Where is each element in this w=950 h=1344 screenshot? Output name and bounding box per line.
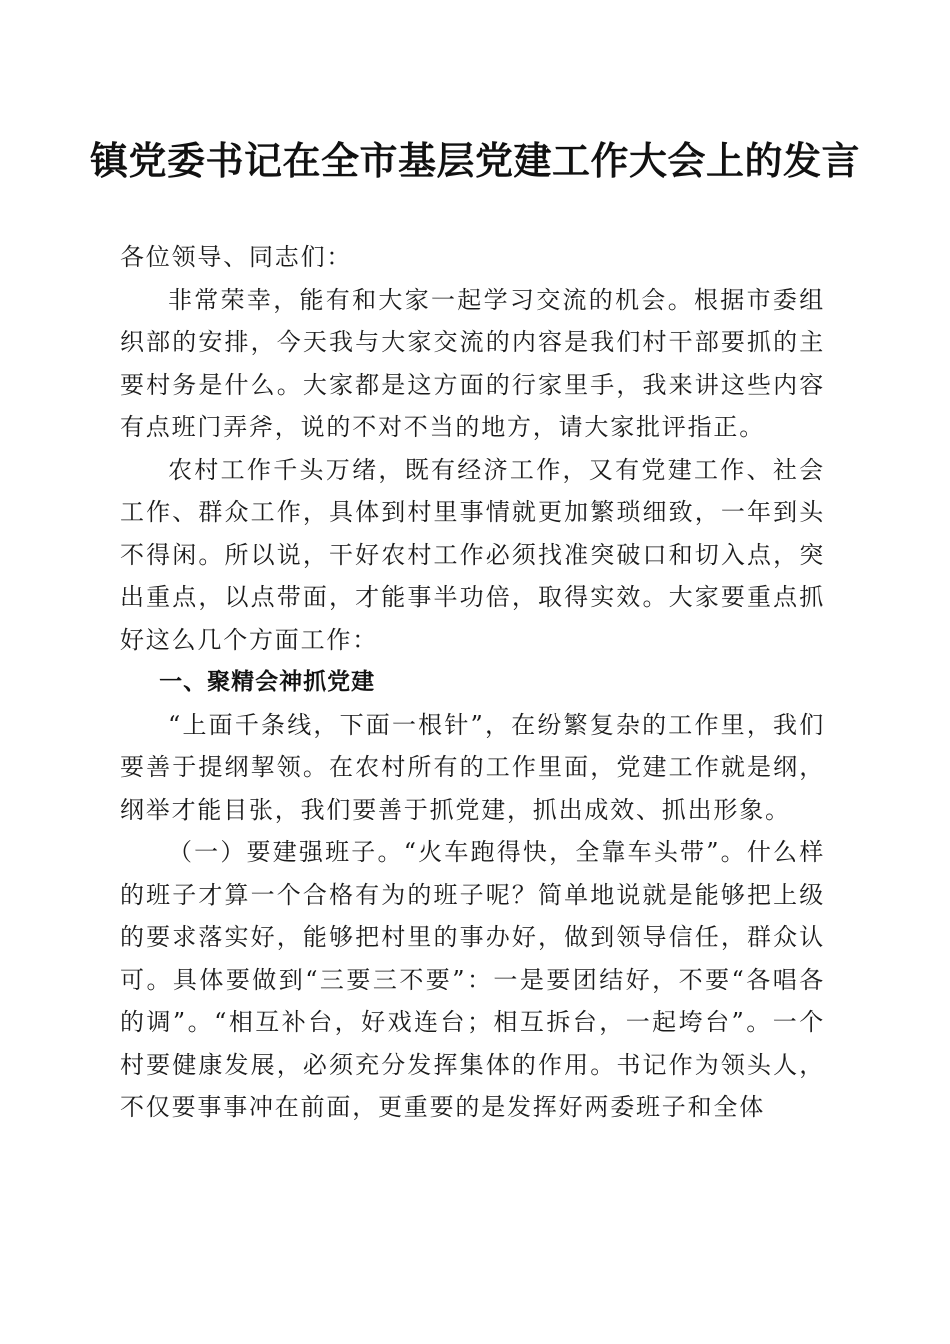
paragraph-subsection-one: [120, 831, 825, 1129]
salutation: 各位领导、同志们：: [120, 243, 353, 271]
section-heading: 一、聚精会神抓党建: [159, 669, 376, 695]
document-body: [120, 236, 825, 1129]
paragraph-overview: 农村工作千头万绪，既有经济工作，又有党建工作、社会工作、群众工作，具体到村里事情就更加繁琐细致，一年到头不得闲。所以说，干好农村工作必须找准突破口和切入点，突出重点，以点带面，才能事半功倍，取得实效。大家要重点抓好这么几个方面工作：: [120, 455, 825, 654]
paragraph-intro: 非常荣幸，能有和大家一起学习交流的机会。根据市委组织部的安排，今天我与大家交流的内容是我们村干部要抓的主要村务是什么。大家都是这方面的行家里手，我来讲这些内容有点班门弄斧，说的不对不当的地方，请大家批评指正。: [120, 285, 825, 441]
subsection-label: （一）要建强班子。: [168, 838, 404, 866]
subsection-text: “火车跑得快，全靠车头带”。什么样的班子才算一个合格有为的班子呢？简单地说就是能够把上级的要求落实好，能够把村里的事办好，做到领导信任，群众认可。具体要做到“三要三不要”：一是要团结好，不要“各唱各的调”。“相互补台，好戏连台；相互拆台，一起垮台”。一个村要健康发展，必须充分发挥集体的作用。书记作为领头人，不仅要事事冲在前面，更重要的是发挥好两委班子和全体: [120, 838, 826, 1121]
document-title: 镇党委书记在全市基层党建工作大会上的发言: [89, 138, 860, 183]
paragraph-section-one: “上面千条线，下面一根针”，在纷繁复杂的工作里，我们要善于提纲挈领。在农村所有的工作里面，党建工作就是纲，纲举才能目张，我们要善于抓党建，抓出成效、抓出形象。: [120, 710, 825, 824]
